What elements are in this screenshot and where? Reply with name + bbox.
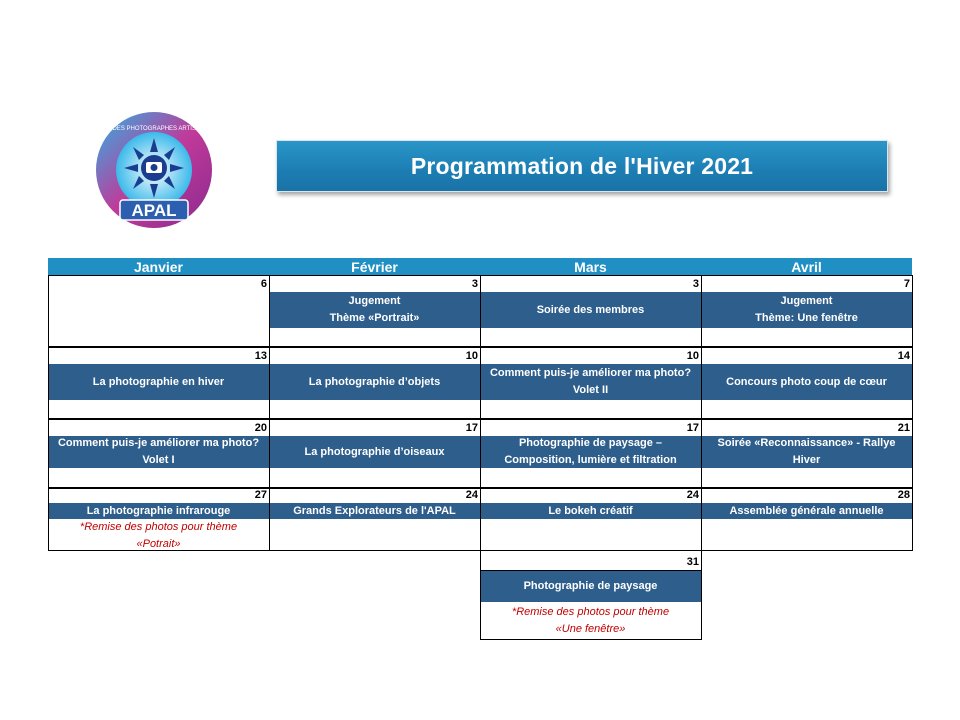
event-cell-text: La photographie infrarouge bbox=[86, 504, 231, 517]
month-header-4 bbox=[701, 258, 912, 275]
event-cell bbox=[701, 436, 912, 468]
date-number bbox=[269, 349, 480, 364]
grid-line-v bbox=[912, 487, 913, 551]
date-number bbox=[701, 277, 912, 292]
event-cell-text: Photographie de paysage bbox=[523, 579, 658, 592]
event-cell bbox=[269, 292, 480, 328]
event-cell bbox=[701, 364, 912, 400]
grid-line-v bbox=[480, 487, 481, 551]
event-cell bbox=[480, 570, 701, 602]
date-number-text: 20 bbox=[254, 422, 267, 434]
grid-line-v bbox=[48, 419, 49, 489]
date-number-text: 17 bbox=[465, 422, 478, 434]
grid-line-v bbox=[269, 487, 270, 551]
date-number bbox=[480, 349, 701, 364]
event-cell-text: La photographie d’oiseaux bbox=[304, 445, 445, 458]
event-cell bbox=[269, 364, 480, 400]
event-cell-text: La photographie en hiver bbox=[92, 375, 225, 388]
event-cell-text: Soirée des membres bbox=[536, 303, 645, 316]
grid-line-v bbox=[701, 275, 702, 347]
date-number-text: 6 bbox=[260, 278, 267, 290]
date-number-text: 31 bbox=[686, 556, 699, 568]
event-cell bbox=[480, 292, 701, 328]
month-header-4-text: Avril bbox=[791, 258, 822, 275]
grid-line-v bbox=[480, 275, 481, 347]
event-cell bbox=[48, 436, 269, 468]
date-number bbox=[480, 277, 701, 292]
date-number-text: 10 bbox=[686, 350, 699, 362]
date-number bbox=[48, 488, 269, 503]
grid-line-v bbox=[269, 347, 270, 419]
event-cell bbox=[269, 436, 480, 468]
event-cell bbox=[701, 292, 912, 328]
title-banner bbox=[276, 140, 888, 192]
date-number-text: 3 bbox=[471, 278, 478, 290]
grid-line-v bbox=[701, 347, 702, 419]
logo-badge-text: APAL bbox=[131, 201, 177, 220]
grid-line-v bbox=[48, 487, 49, 551]
grid-line-v bbox=[912, 347, 913, 419]
date-number bbox=[701, 349, 912, 364]
event-cell bbox=[480, 436, 701, 468]
event-cell-text: Soirée «Reconnaissance» - Rallye Hiver bbox=[717, 437, 896, 466]
month-header-2-text: Février bbox=[351, 258, 398, 275]
grid-line-v bbox=[701, 419, 702, 489]
event-cell-text: Jugement Thème «Portrait» bbox=[329, 295, 420, 324]
date-number-text: 3 bbox=[692, 278, 699, 290]
month-header-3 bbox=[480, 258, 701, 275]
date-number bbox=[701, 421, 912, 436]
grid-line-v bbox=[912, 275, 913, 347]
note-text bbox=[480, 604, 701, 638]
event-cell-text: La photographie d’objets bbox=[308, 375, 441, 388]
event-cell-text: Photographie de paysage – Composition, lumière et filtration bbox=[504, 437, 677, 466]
logo-ring-text: ASSOCIATION DES PHOTOGRAPHES ARTISANS DE LAVAL bbox=[70, 126, 238, 132]
date-number-text: 7 bbox=[903, 278, 910, 290]
grid-line-v bbox=[912, 419, 913, 489]
event-cell-text: Comment puis-je améliorer ma photo? Volet I bbox=[57, 437, 260, 466]
month-header-2 bbox=[269, 258, 480, 275]
date-number bbox=[269, 277, 480, 292]
event-cell bbox=[480, 364, 701, 400]
event-cell-text: Jugement Thème: Une fenêtre bbox=[755, 295, 858, 324]
date-number-text: 13 bbox=[254, 350, 267, 362]
date-number-text: 28 bbox=[897, 489, 910, 501]
date-number-text: 27 bbox=[254, 489, 267, 501]
apal-logo bbox=[70, 108, 238, 232]
date-number bbox=[48, 421, 269, 436]
date-number bbox=[701, 488, 912, 503]
grid-line-v bbox=[480, 347, 481, 419]
date-number-text: 21 bbox=[897, 422, 910, 434]
event-cell-text: Concours photo coup de cœur bbox=[726, 375, 887, 388]
event-cell-text: Assemblée générale annuelle bbox=[729, 504, 884, 517]
note-text-text: *Remise des photos pour thème «Une fenêtre» bbox=[511, 606, 670, 635]
date-number-text: 24 bbox=[686, 489, 699, 501]
date-number bbox=[269, 421, 480, 436]
grid-line-v bbox=[269, 419, 270, 489]
event-cell-text: Le bokeh créatif bbox=[548, 504, 633, 517]
grid-line-h bbox=[480, 570, 701, 571]
date-number bbox=[48, 277, 269, 292]
event-cell-text: Grands Explorateurs de l'APAL bbox=[293, 504, 456, 517]
date-number-text: 17 bbox=[686, 422, 699, 434]
note-text-text: *Remise des photos pour thème «Potrait» bbox=[79, 521, 238, 550]
grid-line-v bbox=[48, 275, 49, 347]
note-text bbox=[48, 519, 269, 553]
event-cell bbox=[480, 503, 701, 519]
date-number bbox=[269, 488, 480, 503]
grid-line-v bbox=[480, 550, 481, 640]
month-header-3-text: Mars bbox=[574, 258, 607, 275]
date-number-text: 14 bbox=[897, 350, 910, 362]
apal-logo-graphic bbox=[70, 108, 238, 232]
grid-line-v bbox=[701, 487, 702, 551]
date-number bbox=[480, 421, 701, 436]
grid-line-v bbox=[48, 347, 49, 419]
date-number-text: 10 bbox=[465, 350, 478, 362]
month-header-1 bbox=[48, 258, 269, 275]
event-cell-text: Comment puis-je améliorer ma photo? Volet II bbox=[489, 367, 692, 396]
date-number bbox=[48, 349, 269, 364]
grid-line-h bbox=[480, 639, 701, 640]
date-number bbox=[480, 555, 701, 570]
date-number bbox=[480, 488, 701, 503]
grid-line-v bbox=[701, 550, 702, 640]
date-number-text: 24 bbox=[465, 489, 478, 501]
event-cell bbox=[48, 503, 269, 519]
page-title: Programmation de l'Hiver 2021 bbox=[410, 152, 754, 179]
event-cell bbox=[701, 503, 912, 519]
grid-line-v bbox=[480, 419, 481, 489]
grid-line-v bbox=[269, 275, 270, 347]
event-cell bbox=[269, 503, 480, 519]
event-cell bbox=[48, 364, 269, 400]
month-header-1-text: Janvier bbox=[133, 258, 184, 275]
